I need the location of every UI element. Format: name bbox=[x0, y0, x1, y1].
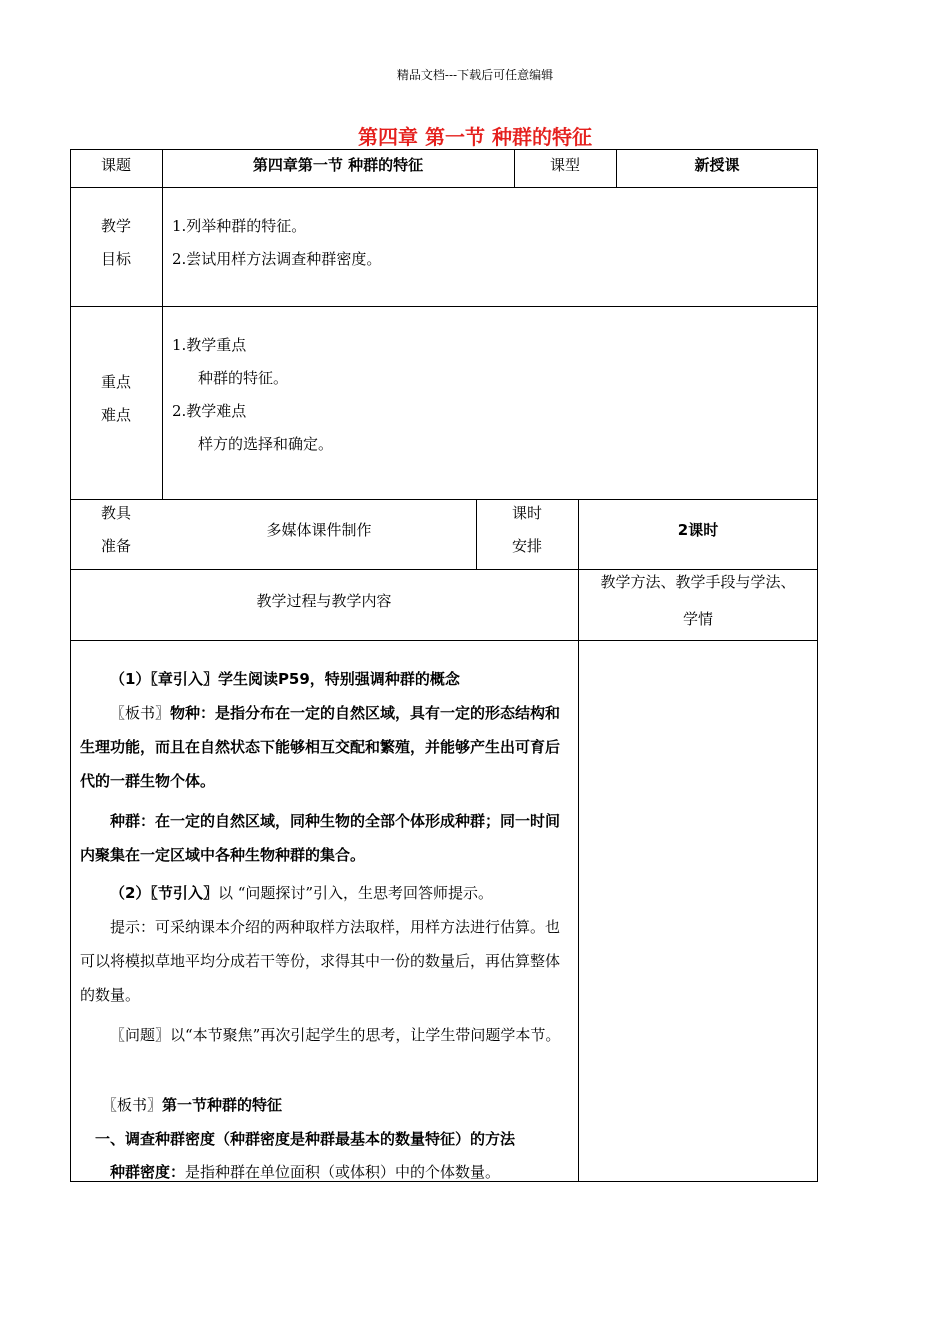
row-divider bbox=[70, 569, 818, 570]
row-divider bbox=[70, 187, 818, 188]
goals-label: 教学 bbox=[100, 217, 131, 235]
header-note: 精品文档---下载后可任意编辑 bbox=[396, 68, 554, 82]
row-divider bbox=[70, 640, 818, 641]
row-divider bbox=[70, 499, 818, 500]
content-paragraph bbox=[80, 1018, 570, 1052]
board-tag: 〖板书〗 bbox=[110, 704, 171, 722]
col-divider bbox=[162, 149, 163, 500]
method-header: 学情 bbox=[682, 610, 713, 628]
density-term: 种群密度： bbox=[110, 1163, 186, 1181]
board-tag: 〖板书〗 bbox=[102, 1096, 163, 1114]
content-paragraph bbox=[80, 1088, 570, 1122]
method-header: 教学方法、教学手段与学法、 bbox=[600, 573, 796, 591]
method-heading: 一、调查种群密度（种群密度是种群最基本的数量特征）的方法 bbox=[95, 1130, 516, 1148]
content-paragraph bbox=[80, 1122, 570, 1156]
key-point-line: 样方的选择和确定。 bbox=[198, 435, 334, 453]
density-definition: 是指种群在单位面积（或体积）中的个体数量。 bbox=[185, 1163, 501, 1181]
hint-text: 提示：可采纳课本介绍的两种取样方法取样，用样方法进行估算。也可以将模拟草地平均分成若干等份，求得其中一份的数量后，再估算整体的数量。 bbox=[80, 918, 561, 1004]
process-header: 教学过程与教学内容 bbox=[256, 592, 392, 610]
row-divider bbox=[70, 306, 818, 307]
key-points-label: 重点 bbox=[100, 373, 131, 391]
emphasis: 种群的概念 bbox=[384, 670, 460, 688]
tools-label: 准备 bbox=[100, 537, 131, 555]
section-title: 第一节种群的特征 bbox=[162, 1096, 283, 1114]
tools-value: 多媒体课件制作 bbox=[266, 521, 372, 539]
hours-value: 2课时 bbox=[677, 521, 719, 539]
hours-label: 课时 bbox=[511, 504, 542, 522]
key-point-line: 1.教学重点 bbox=[172, 336, 247, 354]
document-title: 第四章 第一节 种群的特征 bbox=[358, 125, 592, 149]
species-definition: 物种：是指分布在一定的自然区域，具有一定的形态结构和生理功能，而且在自然状态下能够相互交配和繁殖，并能够产生出可育后代的一群生物个体。 bbox=[80, 704, 561, 790]
goal-item: 2.尝试用样方法调查种群密度。 bbox=[172, 250, 382, 268]
population-definition: 种群：在一定的自然区域，同种生物的全部个体形成种群；同一时间内聚集在一定区域中各种生物种群的集合。 bbox=[80, 812, 561, 864]
section-intro-text: 以 “问题探讨”引入，生思考回答师提示。 bbox=[217, 884, 494, 902]
topic-label: 课题 bbox=[100, 156, 131, 174]
key-point-line: 种群的特征。 bbox=[198, 369, 289, 387]
section-intro: （2）〖节引入〗 bbox=[110, 884, 218, 902]
topic-value: 第四章第一节 种群的特征 bbox=[252, 156, 424, 174]
tools-label: 教具 bbox=[100, 504, 131, 522]
col-divider bbox=[578, 499, 579, 1182]
content-paragraph bbox=[80, 910, 570, 1012]
content-paragraph bbox=[80, 1155, 570, 1189]
hours-label: 安排 bbox=[511, 537, 542, 555]
lesson-type-value: 新授课 bbox=[694, 156, 740, 174]
content-paragraph bbox=[80, 662, 570, 696]
goals-label: 目标 bbox=[100, 250, 131, 268]
goal-item: 1.列举种群的特征。 bbox=[172, 217, 307, 235]
key-points-label: 难点 bbox=[100, 406, 131, 424]
content-paragraph bbox=[80, 876, 570, 910]
chapter-intro: （1）〖章引入〗学生阅读P59，特别强调 bbox=[110, 670, 385, 688]
question-text: 〖问题〗以“本节聚焦”再次引起学生的思考，让学生带问题学本节。 bbox=[110, 1026, 561, 1044]
lesson-type-label: 课型 bbox=[549, 156, 580, 174]
content-paragraph bbox=[80, 696, 570, 798]
content-paragraph bbox=[80, 804, 570, 872]
key-point-line: 2.教学难点 bbox=[172, 402, 247, 420]
